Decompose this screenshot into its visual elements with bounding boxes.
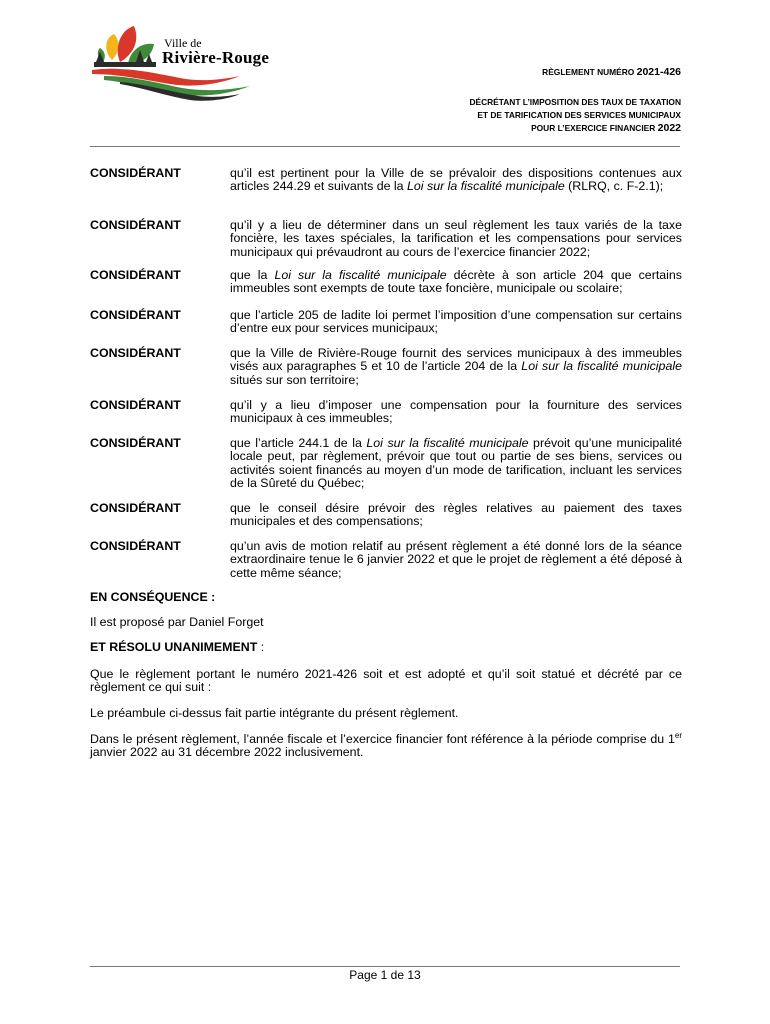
footer-divider	[90, 966, 680, 967]
considerant-text: que l’article 205 de ladite loi permet l’imposition d’une compensation sur certains d’entre eux pour services municipaux;	[230, 308, 682, 336]
considerant-label: CONSIDÉRANT	[90, 398, 181, 412]
city-logo	[90, 22, 280, 104]
considerant-label: CONSIDÉRANT	[90, 436, 181, 450]
logo-text-riviere-rouge: Rivière-Rouge	[162, 48, 270, 67]
considerant-text: qu’un avis de motion relatif au présent règlement a été donné lors de la séance extraordinaire tenue le 6 janvier 2022 et que le projet de règlement a été déposé à cette même séance;	[230, 539, 682, 580]
considerant-text: qu’il y a lieu d’imposer une compensation pour la fourniture des services municipaux à ces immeubles;	[230, 398, 682, 426]
title-line-1: DÉCRÉTANT L’IMPOSITION DES TAUX DE TAXATION	[469, 97, 681, 107]
annee-fiscale-paragraph: Dans le présent règlement, l’année fiscale et l’exercice financier font référence à la période comprise du 1er janvier 2022 au 31 décembre 2022 inclusivement.	[90, 730, 682, 760]
considerant-label: CONSIDÉRANT	[90, 166, 181, 180]
considerant-text: qu’il est pertinent pour la Ville de se prévaloir des dispositions contenues aux articles 244.29 et suivants de la Loi sur la fiscalité municipale (RLRQ, c. F-2.1);	[230, 166, 682, 194]
header-divider	[90, 146, 680, 147]
considerant-label: CONSIDÉRANT	[90, 308, 181, 322]
considerant-text: que le conseil désire prévoir des règles relatives au paiement des taxes municipales et des compensations;	[230, 501, 682, 529]
title-line-3-prefix: POUR L’EXERCICE FINANCIER	[531, 123, 656, 133]
preambule-paragraph: Le préambule ci-dessus fait partie intégrante du présent règlement.	[90, 706, 459, 720]
considerant-label: CONSIDÉRANT	[90, 539, 181, 553]
title-line-3-year: 2022	[657, 122, 681, 134]
considerant-label: CONSIDÉRANT	[90, 218, 181, 232]
considerant-label: CONSIDÉRANT	[90, 501, 181, 515]
propose-par: Il est proposé par Daniel Forget	[90, 615, 264, 629]
reglement-number-line	[542, 66, 681, 79]
resolu-heading: ET RÉSOLU UNANIMEMENT :	[90, 640, 265, 654]
page-number: Page 1 de 13	[349, 968, 421, 982]
adoption-paragraph: Que le règlement portant le numéro 2021-426 soit et est adopté et qu’il soit statué et décrété par ce règlement ce qui suit :	[90, 667, 682, 695]
considerant-text: que la Ville de Rivière-Rouge fournit des services municipaux à des immeubles visés aux paragraphes 5 et 10 de l’article 204 de la Loi sur la fiscalité municipale situés sur son territoire;	[230, 346, 682, 387]
reglement-label: RÈGLEMENT NUMÉRO	[542, 67, 635, 77]
considerant-text: qu’il y a lieu de déterminer dans un seul règlement les taux variés de la taxe foncière, les taxes spéciales, la tarification et les compensations pour services municipaux qui prévaudront au cours de l’exercice financier 2022;	[230, 218, 682, 259]
considerant-label: CONSIDÉRANT	[90, 268, 181, 282]
considerant-text: que l’article 244.1 de la Loi sur la fiscalité municipale prévoit qu’une municipalité locale peut, par règlement, prévoir que tout ou partie de ses biens, services ou activités soient financés au moyen d’un mode de tarification, incluant les services de la Sûreté du Québec;	[230, 436, 682, 490]
en-consequence-heading: EN CONSÉQUENCE :	[90, 590, 216, 604]
considerant-text: que la Loi sur la fiscalité municipale décrète à son article 204 que certains immeubles sont exempts de toute taxe foncière, municipale ou scolaire;	[230, 268, 682, 296]
reglement-number: 2021-426	[636, 66, 681, 78]
title-line-2: ET DE TARIFICATION DES SERVICES MUNICIPAUX	[477, 110, 681, 120]
logo-text-ville-de: Ville de	[164, 36, 202, 50]
considerant-label: CONSIDÉRANT	[90, 346, 181, 360]
title-line-3	[531, 122, 681, 135]
